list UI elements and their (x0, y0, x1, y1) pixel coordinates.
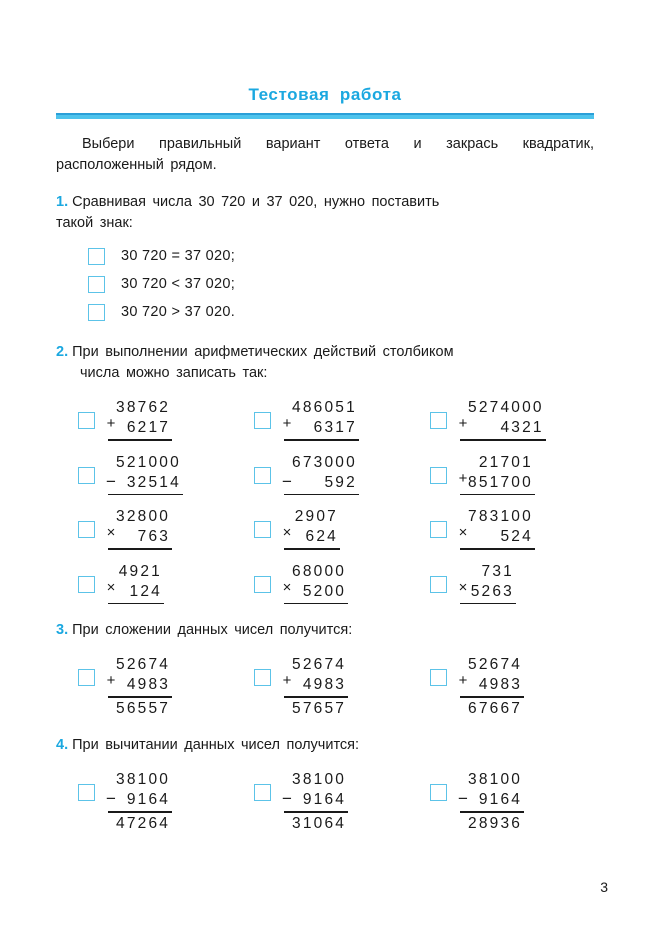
problem-cell[interactable] (78, 453, 254, 496)
problem-cell[interactable] (430, 655, 606, 719)
checkbox-q2-r3-c2[interactable] (254, 521, 271, 538)
operator-sign: + (282, 415, 292, 432)
operand-top: 38100 (468, 770, 523, 788)
operand-bottom: 9164 (302, 790, 347, 808)
sum-rule (108, 548, 172, 550)
operand-bottom: 5263 (470, 582, 514, 600)
checkbox-q1-b[interactable] (88, 276, 105, 293)
operand-bottom: 763 (137, 528, 171, 546)
operator-sign: − (458, 788, 468, 808)
sum-rule (284, 494, 359, 496)
option-row[interactable] (88, 298, 650, 326)
question-1-options (0, 242, 650, 326)
operand-bottom: 5200 (302, 582, 347, 600)
problem-cell[interactable] (430, 562, 606, 605)
operator-sign: × (106, 524, 116, 542)
sum-rule (460, 494, 535, 496)
sum-rule (108, 603, 164, 605)
problem-cell[interactable] (254, 507, 430, 550)
checkbox-q2-r4-c3[interactable] (430, 576, 447, 593)
operand-bottom: 624 (305, 528, 338, 546)
checkbox-q1-c[interactable] (88, 304, 105, 321)
operand-bottom: 9164 (478, 790, 523, 808)
question-3 (56, 620, 594, 641)
operator-sign: + (106, 415, 116, 432)
checkbox-q2-r4-c2[interactable] (254, 576, 271, 593)
checkbox-q3-c3[interactable] (430, 669, 447, 686)
operand-bottom: 592 (324, 473, 357, 491)
question-1-text-line2: такой знак: (56, 215, 133, 231)
result-value: 47264 (116, 814, 171, 832)
question-2-text-line2: числа можно записать так: (80, 365, 268, 381)
question-3-row-1 (0, 655, 650, 719)
checkbox-q2-r1-c1[interactable] (78, 412, 95, 429)
column-sum (458, 453, 535, 496)
checkbox-q1-a[interactable] (88, 248, 105, 265)
problem-cell[interactable] (430, 770, 606, 834)
operand-bottom: 4983 (302, 676, 347, 694)
page-title: Тестовая работа (248, 85, 402, 104)
question-2-row-3 (0, 507, 650, 550)
question-2-row-1 (0, 398, 650, 441)
question-2-row-2 (0, 453, 650, 496)
sum-rule (284, 696, 348, 698)
operator-sign: × (106, 578, 116, 596)
problem-cell[interactable] (254, 770, 430, 834)
problem-cell[interactable] (78, 655, 254, 719)
operand-top: 673000 (292, 453, 357, 471)
operator-sign: × (282, 524, 292, 542)
checkbox-q2-r2-c3[interactable] (430, 467, 447, 484)
sum-rule (108, 696, 172, 698)
problem-cell[interactable] (78, 770, 254, 834)
column-sum (106, 655, 172, 719)
title-divider-bottom-line (56, 115, 594, 119)
sum-rule (460, 811, 524, 813)
operator-sign: × (458, 578, 468, 596)
question-3-number: 3. (56, 622, 69, 639)
operator-sign: + (458, 469, 468, 487)
operand-bottom: 6217 (126, 419, 171, 436)
problem-cell[interactable] (430, 507, 606, 550)
operator-sign: + (282, 672, 292, 690)
operand-bottom: 9164 (126, 790, 171, 808)
operand-top: 32800 (116, 508, 171, 526)
checkbox-q2-r2-c1[interactable] (78, 467, 95, 484)
operand-top: 486051 (292, 399, 357, 416)
operand-top: 783100 (468, 508, 533, 526)
operand-top: 38100 (292, 770, 347, 788)
operator-sign: − (282, 471, 292, 491)
operand-top: 38100 (116, 770, 171, 788)
sum-rule (108, 811, 172, 813)
operand-bottom: 4983 (478, 676, 523, 694)
column-sum (106, 770, 172, 834)
sum-rule (284, 603, 348, 605)
operand-bottom: 4983 (126, 676, 171, 694)
question-1 (56, 192, 594, 234)
operand-top: 52674 (468, 656, 523, 674)
checkbox-q2-r1-c2[interactable] (254, 412, 271, 429)
sum-rule (460, 548, 535, 550)
column-sum (106, 507, 172, 550)
option-row[interactable] (88, 242, 650, 270)
sum-rule (460, 439, 546, 441)
checkbox-q2-r3-c1[interactable] (78, 521, 95, 538)
column-sum (458, 507, 535, 550)
operand-top: 521000 (116, 453, 181, 471)
question-2-number: 2. (56, 344, 69, 360)
column-sum (106, 453, 183, 496)
column-sum (282, 655, 348, 719)
checkbox-q4-c1[interactable] (78, 784, 95, 801)
operator-sign: + (458, 672, 468, 690)
problem-cell[interactable] (254, 398, 430, 441)
instructions-paragraph (56, 134, 594, 176)
question-1-text: Сравнивая числа 30 720 и 37 020, нужно поставить (72, 194, 440, 210)
checkbox-q3-c2[interactable] (254, 669, 271, 686)
option-label: 30 720 = 37 020; (121, 248, 236, 264)
column-sum (106, 398, 172, 441)
checkbox-q2-r3-c3[interactable] (430, 521, 447, 538)
operand-top: 4921 (118, 562, 162, 580)
operand-top: 38762 (116, 399, 171, 416)
column-sum (458, 562, 516, 605)
checkbox-q2-r1-c3[interactable] (430, 412, 447, 429)
operand-top: 52674 (292, 656, 347, 674)
column-sum (458, 398, 546, 441)
problem-cell[interactable] (254, 453, 430, 496)
question-4-number: 4. (56, 736, 69, 753)
sum-rule (460, 696, 524, 698)
problem-cell[interactable] (430, 453, 606, 496)
operand-top: 68000 (292, 562, 347, 580)
checkbox-q3-c1[interactable] (78, 669, 95, 686)
operand-bottom: 524 (500, 528, 533, 546)
checkbox-q2-r4-c1[interactable] (78, 576, 95, 593)
operand-top: 52674 (116, 656, 171, 674)
question-4-text: При вычитании данных чисел получится: (72, 736, 360, 753)
question-2-row-4 (0, 562, 650, 605)
operator-sign: × (458, 524, 468, 542)
column-sum (106, 562, 164, 605)
operator-sign: − (106, 471, 116, 491)
question-3-text: При сложении данных чисел получится: (72, 622, 353, 639)
column-sum (282, 398, 359, 441)
result-value: 67667 (468, 699, 523, 717)
sum-rule (284, 439, 359, 441)
operand-bottom: 124 (129, 582, 162, 600)
problem-cell[interactable] (254, 562, 430, 605)
operand-top: 731 (481, 562, 514, 580)
checkbox-q4-c2[interactable] (254, 784, 271, 801)
sum-rule (460, 603, 516, 605)
operand-bottom: 32514 (126, 473, 181, 491)
problem-cell[interactable] (78, 562, 254, 605)
column-sum (282, 770, 348, 834)
checkbox-q4-c3[interactable] (430, 784, 447, 801)
operator-sign: × (282, 578, 292, 596)
page-number: 3 (600, 879, 608, 895)
problem-cell[interactable] (78, 507, 254, 550)
option-label: 30 720 < 37 020; (121, 276, 236, 292)
result-value: 57657 (292, 699, 347, 717)
operand-bottom: 4321 (500, 419, 544, 436)
operator-sign: + (458, 415, 468, 432)
option-label: 30 720 > 37 020. (121, 304, 236, 320)
column-sum (282, 453, 359, 496)
problem-cell[interactable] (254, 655, 430, 719)
result-value: 56557 (116, 699, 171, 717)
operand-top: 21701 (478, 453, 533, 471)
operator-sign: − (106, 788, 116, 808)
title-divider (56, 113, 594, 120)
operator-sign: + (106, 672, 116, 690)
sum-rule (284, 811, 348, 813)
operator-sign: − (282, 788, 292, 808)
question-2-text: При выполнении арифметических действий столбиком (72, 344, 454, 360)
instructions-text: Выбери правильный вариант ответа и закрась квадратик, расположенный рядом. (56, 136, 594, 173)
operand-bottom: 851700 (468, 473, 533, 491)
result-value: 31064 (292, 814, 347, 832)
problem-cell[interactable] (430, 398, 606, 441)
option-row[interactable] (88, 270, 650, 298)
column-sum (282, 562, 348, 605)
question-2 (56, 342, 594, 384)
question-4 (56, 735, 594, 756)
operand-top: 5274000 (468, 399, 544, 416)
question-1-number: 1. (56, 194, 69, 210)
question-4-row-1 (0, 770, 650, 834)
column-sum (282, 507, 340, 550)
problem-cell[interactable] (78, 398, 254, 441)
operand-top: 2907 (294, 508, 338, 526)
column-sum (458, 655, 524, 719)
sum-rule (108, 439, 172, 441)
sum-rule (284, 548, 340, 550)
column-sum (458, 770, 524, 834)
result-value: 28936 (468, 814, 523, 832)
checkbox-q2-r2-c2[interactable] (254, 467, 271, 484)
sum-rule (108, 494, 183, 496)
operand-bottom: 6317 (313, 419, 357, 436)
